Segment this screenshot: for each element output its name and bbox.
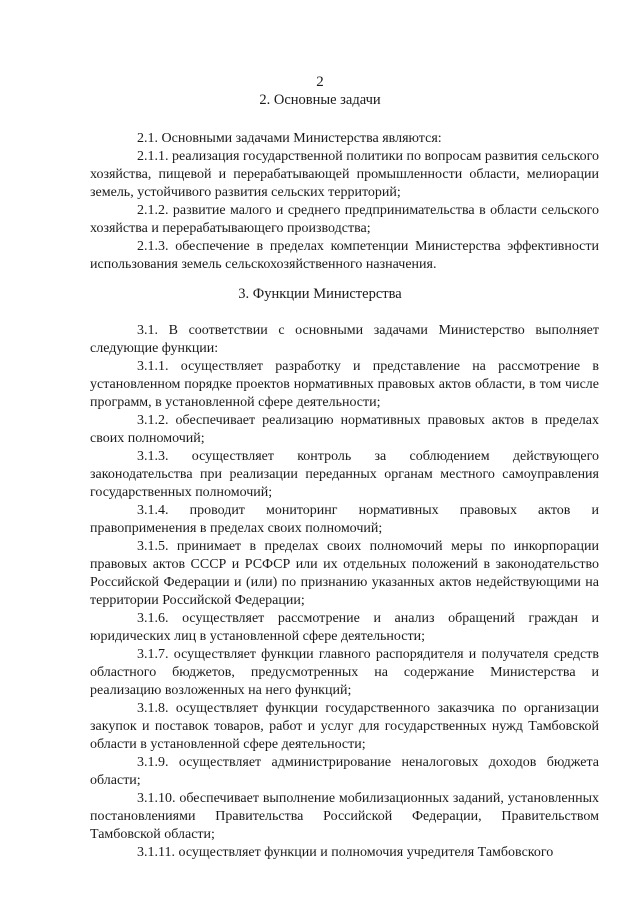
paragraph-3-1-7: 3.1.7. осуществляет функции главного распорядителя и получателя средств областного бюджетов, предусмотренных на содержание Министерства и реализацию возложенных на него функций; xyxy=(90,647,599,698)
paragraph-3-1-5: 3.1.5. принимает в пределах своих полномочий меры по инкорпорации правовых актов СССР и РСФСР или их отдельных положений в законодательство Российской Федерации и (или) по признанию указанных актов недействующими на территории Российской Федерации; xyxy=(90,539,599,608)
page-number: 2 xyxy=(316,74,324,90)
paragraph-2-1-3: 2.1.3. обеспечение в пределах компетенции Министерства эффективности использования земель сельскохозяйственного назначения. xyxy=(90,239,599,272)
section-2-body xyxy=(90,130,599,274)
paragraph-3-1-9: 3.1.9. осуществляет администрирование неналоговых доходов бюджета области; xyxy=(90,755,599,788)
paragraph-3-1-10: 3.1.10. обеспечивает выполнение мобилизационных заданий, установленных постановлениями Правительства Российской Федерации, Правительством Тамбовской области; xyxy=(90,791,599,842)
section-3-body xyxy=(90,322,599,862)
section-3-title: 3. Функции Министерства xyxy=(238,286,402,302)
paragraph-3-1-4: 3.1.4. проводит мониторинг нормативных правовых актов и правоприменения в пределах своих полномочий; xyxy=(90,503,599,536)
paragraph-3-1: 3.1. В соответствии с основными задачами Министерство выполняет следующие функции: xyxy=(90,323,599,356)
paragraph-2-1-1: 2.1.1. реализация государственной политики по вопросам развития сельского хозяйства, пищевой и перерабатывающей промышленности области, мелиорации земель, устойчивого развития сельских территорий; xyxy=(90,149,599,200)
paragraph-3-1-3: 3.1.3. осуществляет контроль за соблюдением действующего законодательства при реализации переданных органам местного самоуправления государственных полномочий; xyxy=(90,449,599,500)
paragraph-3-1-1: 3.1.1. осуществляет разработку и представление на рассмотрение в установленном порядке проектов нормативных правовых актов области, в том числе программ, в установленной сфере деятельности; xyxy=(90,359,599,410)
paragraph-3-1-8: 3.1.8. осуществляет функции государственного заказчика по организации закупок и поставок товаров, работ и услуг для государственных нужд Тамбовской области в установленной сфере деятельности; xyxy=(90,701,599,752)
section-2-title: 2. Основные задачи xyxy=(259,92,381,108)
paragraph-3-1-6: 3.1.6. осуществляет рассмотрение и анализ обращений граждан и юридических лиц в установленной сфере деятельности; xyxy=(90,611,599,644)
paragraph-2-1-2: 2.1.2. развитие малого и среднего предпринимательства в области сельского хозяйства и перерабатывающего производства; xyxy=(90,203,599,236)
paragraph-3-1-11: 3.1.11. осуществляет функции и полномочия учредителя Тамбовского xyxy=(137,845,554,860)
paragraph-3-1-2: 3.1.2. обеспечивает реализацию нормативных правовых актов в пределах своих полномочий; xyxy=(90,413,599,446)
paragraph-2-1: 2.1. Основными задачами Министерства являются: xyxy=(137,131,442,146)
